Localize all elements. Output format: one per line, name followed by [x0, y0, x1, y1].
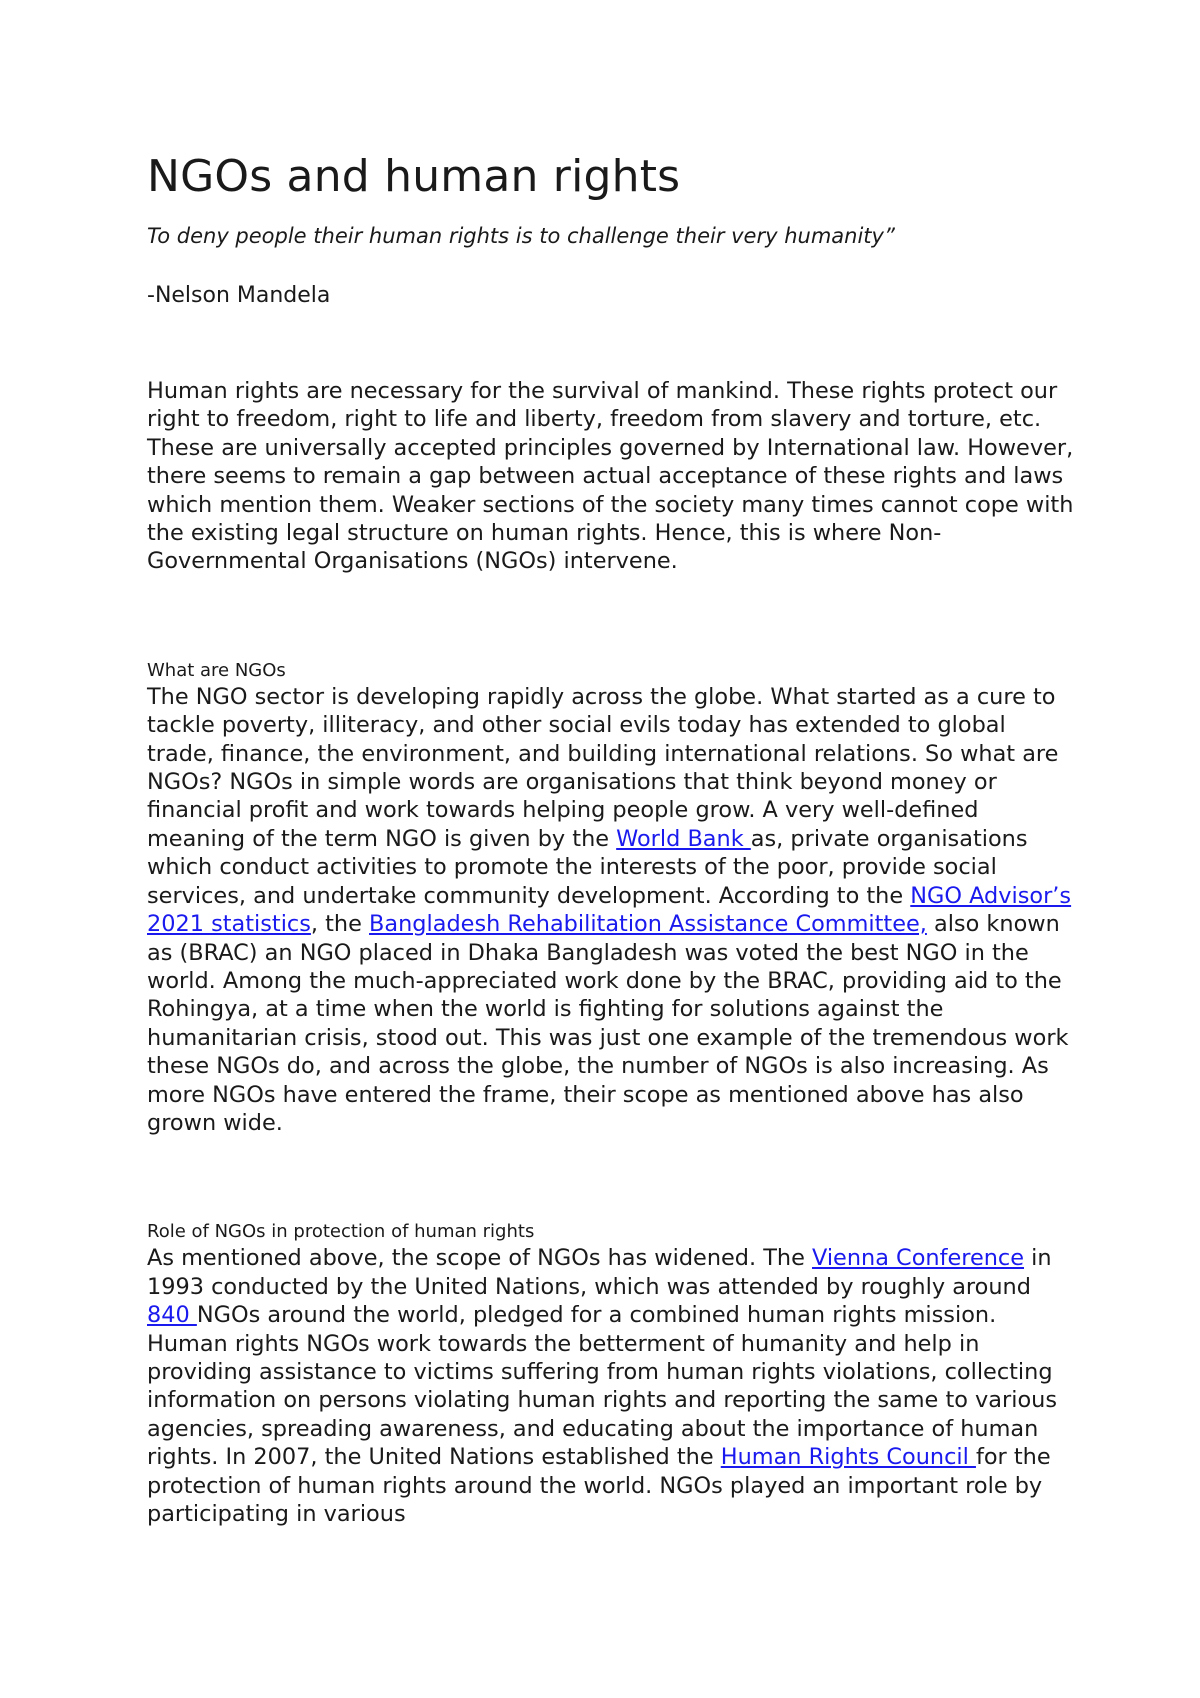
section-heading-role-of-ngos: Role of NGOs in protection of human rights	[147, 1221, 535, 1243]
brac-link[interactable]: Bangladesh Rehabilitation Assistance Committee,	[369, 911, 927, 938]
paragraph-text: , the	[310, 911, 370, 938]
paragraph-text: also known as (BRAC) an NGO placed in Dhaka Bangladesh was voted the best NGO in the world. Among the much-appreciated work done by the BRAC, providing aid to the Rohingya, at a time when the world is fighting for solutions against the humanitarian crisis, stood out. This was just one example of the tremendous work these NGOs do, and across the globe, the number of NGOs is also increasing. As more NGOs have entered the frame, their scope as mentioned above has also grown wide.	[147, 911, 1069, 1136]
paragraph-text: for the protection of human rights around the world. NGOs played an important role by participating in various	[147, 1444, 1051, 1527]
paragraph-text: As mentioned above, the scope of NGOs has widened. The	[147, 1245, 813, 1272]
ngo-advisor-link[interactable]: NGO Advisor’s 2021 statistics	[147, 882, 1072, 938]
paragraph-text: NGOs around the world, pledged for a combined human rights mission. Human rights NGOs work towards the betterment of humanity and help in providing assistance to victims suffering from human rights violations, collecting information on persons violating human rights and reporting the same to various agencies, spreading awareness, and educating about the importance of human rights. In 2007, the United Nations established the	[147, 1302, 1058, 1471]
section-what-are-ngos	[147, 659, 1077, 1138]
section-role-of-ngos	[147, 1220, 1077, 1528]
paragraph-text: as, private organisations which conduct activities to promote the interests of the poor, provide social services, and undertake community development. According to the	[147, 825, 1028, 909]
paragraph-text: The NGO sector is developing rapidly across the globe. What started as a cure to tackle poverty, illiteracy, and other social evils today has extended to global trade, finance, the environment, and building international relations. So what are NGOs? NGOs in simple words are organisations that think beyond money or financial profit and work towards helping people grow. A very well-defined meaning of the term NGO is given by the	[147, 683, 1059, 852]
quote-attribution: -Nelson Mandela	[147, 283, 331, 308]
section-heading-what-are-ngos: What are NGOs	[147, 659, 286, 681]
paragraph-text: in 1993 conducted by the United Nations, which was attended by roughly around	[147, 1245, 1052, 1300]
vienna-conference-link[interactable]: Vienna Conference	[812, 1245, 1025, 1272]
world-bank-link[interactable]: World Bank	[616, 825, 751, 852]
intro-paragraph: Human rights are necessary for the survival of mankind. These rights protect our right to freedom, right to life and liberty, freedom from slavery and torture, etc. These are universally accepted principles governed by International law. However, there seems to remain a gap between actual acceptance of these rights and laws which mention them. Weaker sections of the society many times cannot cope with the existing legal structure on human rights. Hence, this is where Non-Governmental Organisations (NGOs) intervene.	[147, 378, 1074, 575]
section-paragraph-what-are-ngos	[147, 683, 1077, 1138]
section-paragraph-role-of-ngos	[147, 1244, 1077, 1528]
human-rights-council-link[interactable]: Human Rights Council	[720, 1444, 976, 1471]
document-page	[147, 150, 1077, 1528]
840-ngos-link[interactable]: 840	[147, 1302, 197, 1329]
document-title: NGOs and human rights	[147, 151, 681, 202]
mandela-quote: To deny people their human rights is to challenge their very humanity”	[147, 224, 895, 248]
